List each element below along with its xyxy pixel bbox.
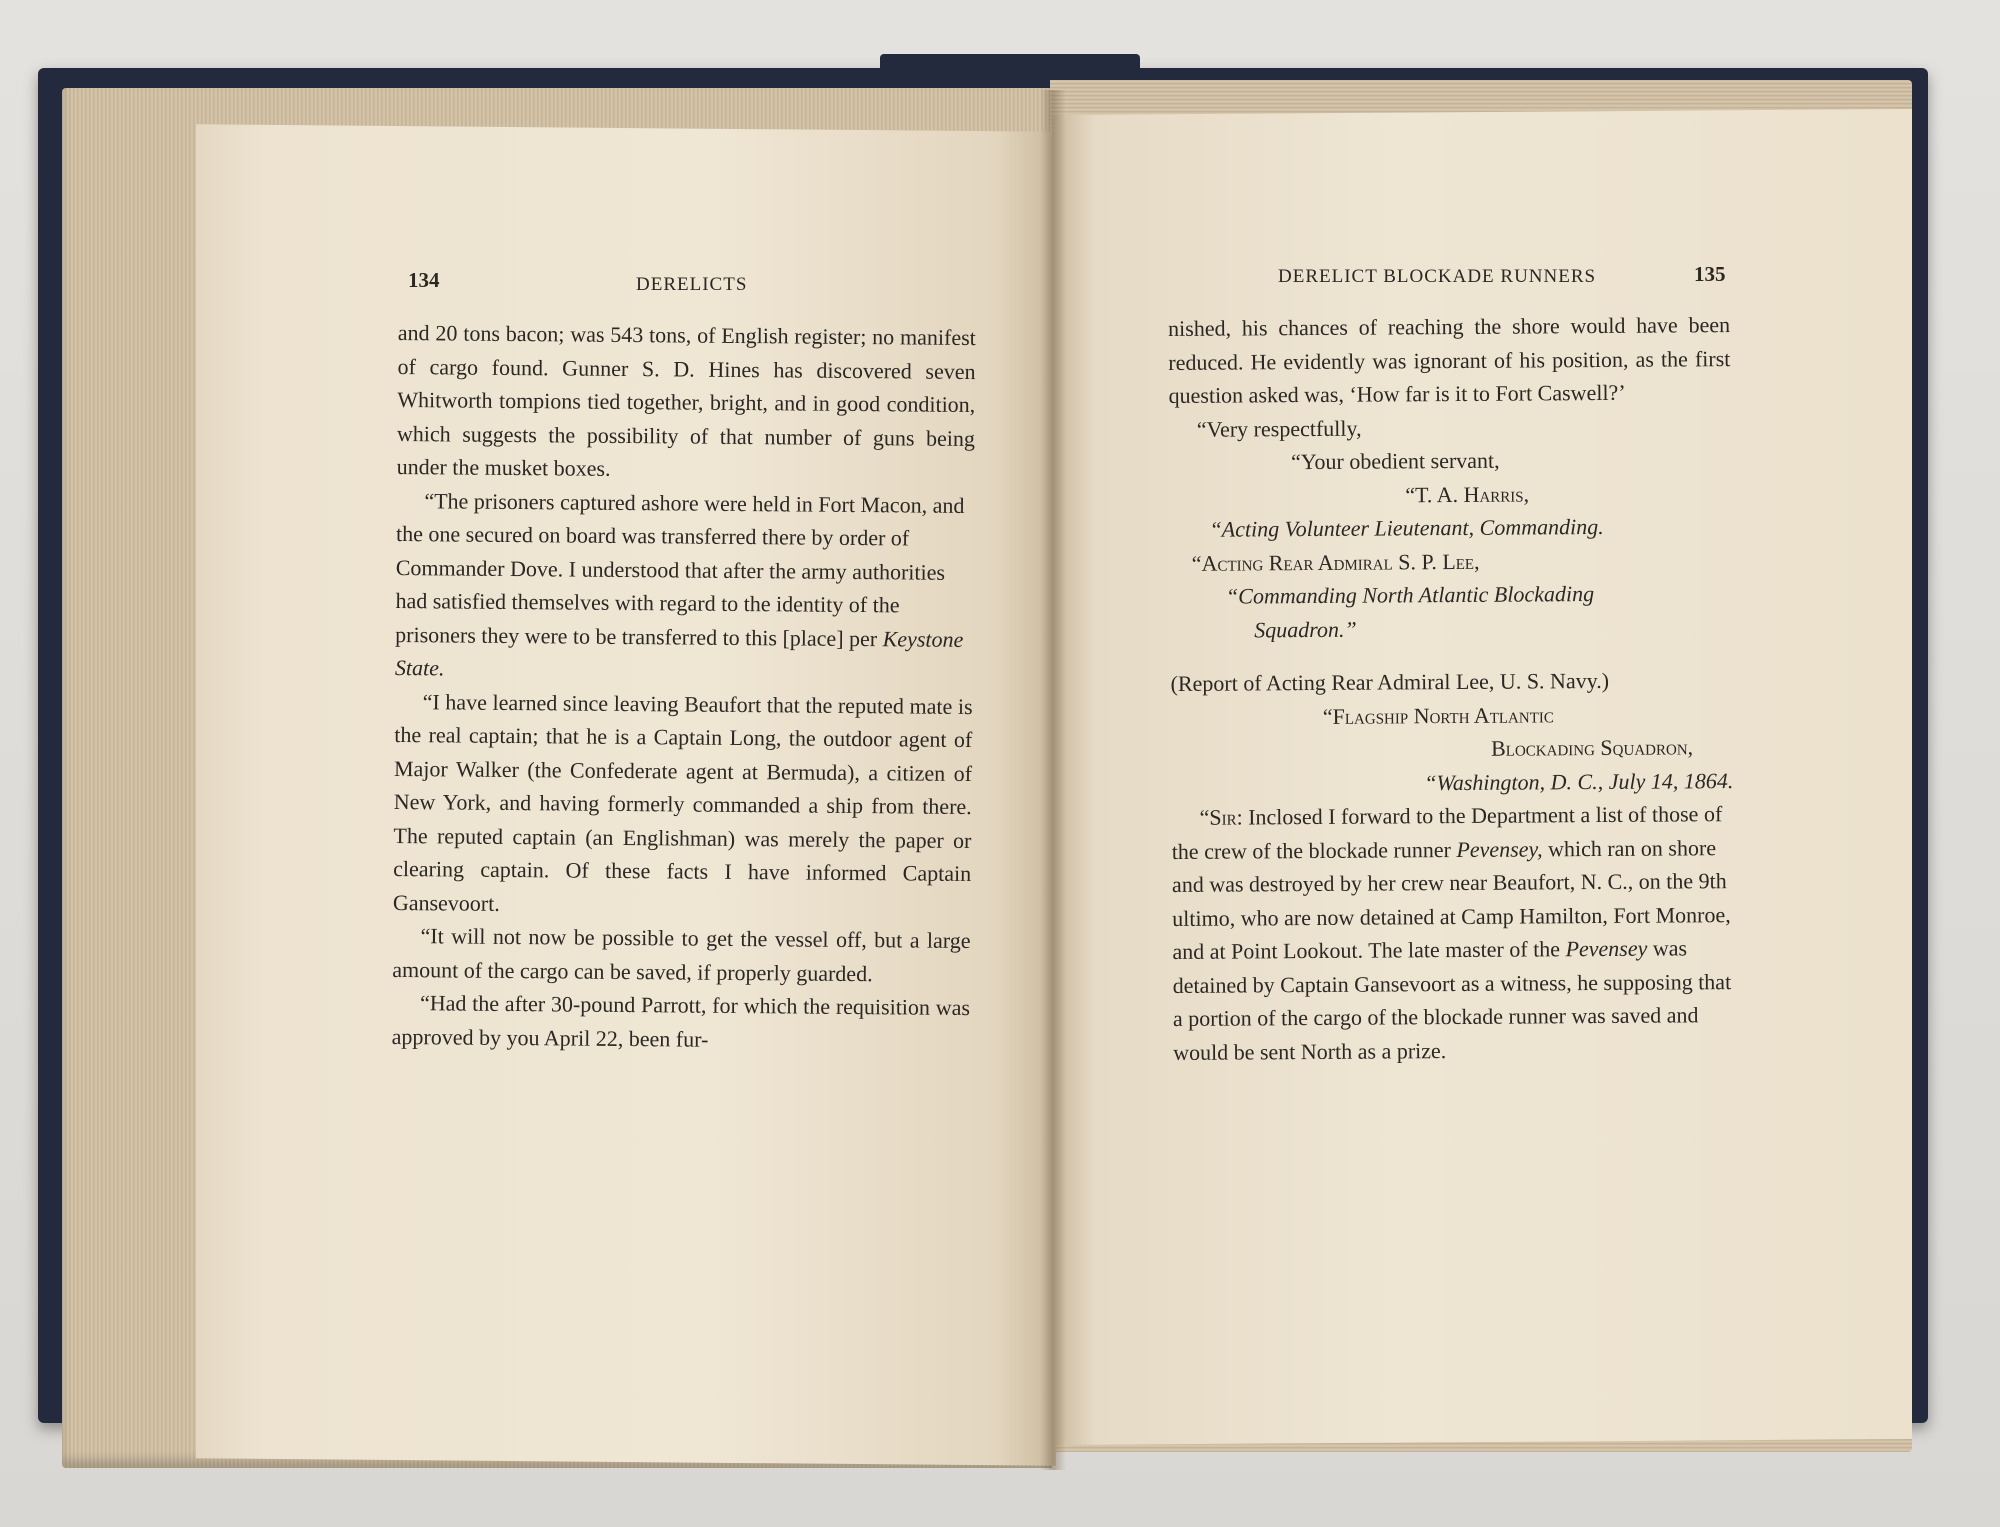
signer: “T. A. Harris, — [1405, 480, 1530, 507]
letter-body: “Sir: Inclosed I forward to the Department a list of those of the crew of the blockade runner Pevensey, which ran on shore and was destroyed by her crew near Beaufort, N. C., on the 9th ultimo, who are now detained at Camp Hamilton, Fort Monroe, and at Point Lookout. The late master of the Pevensey was detained by Captain Gansevoort as a witness, he supposing that a portion of the cargo of the blockade runner was saved and would be sent North as a prize. — [1171, 801, 1732, 1065]
left-page-number: 134 — [408, 268, 440, 292]
right-page-text — [1168, 308, 1735, 1069]
right-running-head: DERELICT BLOCKADE RUNNERS — [1278, 266, 1597, 287]
right-page-number: 135 — [1694, 262, 1726, 286]
addressee-title: “Commanding North Atlantic Blockading — [1225, 581, 1595, 609]
obedient-servant: “Your obedient servant, — [1290, 447, 1500, 475]
dateline: “Washington, D. C., July 14, 1864. — [1424, 767, 1734, 795]
paragraph: “I have learned since leaving Beaufort that the reputed mate is the real captain; that he is a Captain Long, the outdoor agent of Major Walker (the Confederate agent at Bermuda), a citizen of New York, and having formerly commanded a ship from there. The reputed captain (an Englishman) was merely the paper or clearing captain. Of these facts I have informed Captain Gansevoort. — [392, 688, 973, 916]
ship-name: Pevensey — [1565, 935, 1648, 962]
left-page-text — [392, 316, 976, 1058]
paragraph: “Had the after 30-pound Parrott, for which the requisition was approved by you April 22, been fur- — [391, 990, 971, 1052]
ship-name: Keystone State. — [394, 625, 964, 681]
book-gutter — [1040, 90, 1066, 1470]
addressee: “Acting Rear Admiral S. P. Lee, — [1191, 548, 1480, 576]
paragraph: and 20 tons bacon; was 543 tons, of English register; no manifest of cargo found. Gunner S. D. Hines has discovered seven Whitworth tompions tied together, bright, and in good condition, which suggests the possibility of that number of guns being under the musket boxes. — [396, 319, 976, 481]
paragraph: nished, his chances of reaching the shore would have been reduced. He evidently was ignorant of his position, as the first question asked was, ‘How far is it to Fort Caswell?’ — [1168, 312, 1731, 408]
closing: “Very respectfully, — [1196, 415, 1362, 442]
paragraph: “The prisoners captured ashore were held in Fort Macon, and the one secured on board was transferred there by order of Commander Dove. I understood that after the army authorities had satisfied themselves with regard to the identity of the prisoners they were to be transferred to this [place] per Keystone State. — [394, 487, 965, 681]
flagship-line-2: Blockading Squadron, — [1490, 734, 1694, 761]
flagship-line-1: “Flagship North Atlantic — [1322, 701, 1554, 729]
addressee-title-cont: Squadron.” — [1254, 616, 1357, 642]
report-heading: (Report of Acting Rear Admiral Lee, U. S. Navy.) — [1170, 667, 1610, 696]
paragraph: “It will not now be possible to get the vessel off, but a large amount of the cargo can be saved, if properly guarded. — [392, 923, 971, 986]
signer-title: “Acting Volunteer Lieutenant, Commanding. — [1209, 513, 1604, 542]
ship-name: Pevensey, — [1456, 835, 1543, 862]
left-running-head: DERELICTS — [636, 274, 748, 295]
